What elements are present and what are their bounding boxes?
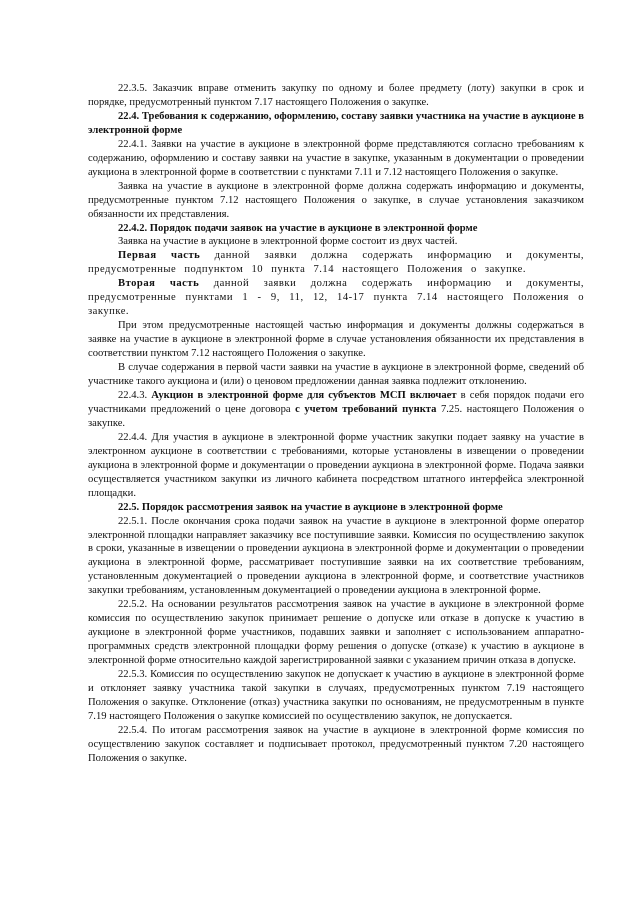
- paragraph-two-parts: Заявка на участие в аукционе в электронной форме состоит из двух частей.: [118, 236, 458, 248]
- paragraph-22-4-3: [88, 389, 584, 431]
- paragraph-22-5-3: 22.5.3. Комиссия по осуществлению закупок не допускает к участию в аукционе в электронной форме и отклоняет заявку участника такой закупки в случаях, предусмотренных пунктом 7.19 настоящего Положения о закупке. Отклонение (отказ) участника закупки по основаниям, не предусмотренным в пункте 7.19 настоящего Положения о закупке комиссией по осуществлению закупок, не допускается.: [88, 669, 584, 722]
- msp-auction-bold: Аукцион в электронной форме для субъектов МСП включает: [151, 389, 457, 401]
- first-part-text: данной заявки должна содержать информацию и документы, предусмотренные подпунктом 10 пункта 7.14 настоящего Положения о закупке.: [88, 250, 584, 276]
- paragraph-22-4-1: 22.4.1. Заявки на участие в аукционе в электронной форме представляются согласно требованиям к содержанию, оформлению и составу заявки на участие в закупке, указанным в документации о проведении аукциона в электронной форме в соответствии с пунктами 7.11 и 7.12 настоящего Положения о закупке.: [88, 138, 584, 178]
- clause-text-end: 7.25. настоящего Положения о закупке.: [88, 403, 584, 429]
- paragraph-application-content: Заявка на участие в аукционе в электронной форме должна содержать информацию и документы, предусмотренные пунктом 7.12 настоящего Положения о закупке, в случае установления заказчиком обязанности их представления.: [88, 180, 584, 220]
- paragraph-22-3-5: 22.3.5. Заказчик вправе отменить закупку по одному и более предмету (лоту) закупки в срок и порядке, предусмотренный пунктом 7.17 настоящего Положения о закупке.: [88, 83, 584, 108]
- requirements-bold: с учетом требований пункта: [295, 403, 437, 415]
- second-part-label: Вторая часть: [118, 278, 200, 290]
- document-page: [88, 82, 584, 766]
- heading-22-5: 22.5. Порядок рассмотрения заявок на участие в аукционе в электронной форме: [118, 501, 503, 513]
- paragraph-rejection: В случае содержания в первой части заявки на участие в аукционе в электронной форме, сведений об участнике такого аукциона и (или) о ценовом предложении данная заявка подлежит отклонению.: [88, 362, 584, 388]
- heading-22-4-2: 22.4.2. Порядок подачи заявок на участие в аукционе в электронной форме: [118, 222, 478, 234]
- paragraph-second-part: [88, 277, 584, 319]
- clause-number: 22.4.3.: [118, 389, 152, 401]
- paragraph-information-documents: При этом предусмотренные настоящей частью информация и документы должны содержаться в заявке на участие в аукционе в электронной форме в случае установления обязанности их представления в соответствии пунктом 7.12 настоящего Положения о закупке.: [88, 320, 584, 360]
- first-part-label: Первая часть: [118, 250, 201, 262]
- clause-text: в себя порядок подачи его участниками предложений о цене договора: [88, 389, 585, 415]
- paragraph-22-4-4: 22.4.4. Для участия в аукционе в электронной форме участник закупки подает заявку на участие в электронном аукционе в соответствии с требованиями, которые установлены в извещении о проведении аукциона в электронной форме и документации о проведении аукциона в электронной форме. Подача заявки осуществляется участником закупки из личного кабинета посредством штатного интерфейса электронной площадки.: [88, 431, 584, 499]
- paragraph-first-part: [88, 249, 584, 277]
- heading-22-4: 22.4. Требования к содержанию, оформлению, составу заявки участника на участие в аукционе в электронной форме: [88, 110, 584, 136]
- second-part-text: данной заявки должна содержать информацию и документы, предусмотренные пунктами 1 - 9, 11, 12, 14-17 пункта 7.14 настоящего Положения о закупке.: [88, 278, 584, 318]
- paragraph-22-5-4: 22.5.4. По итогам рассмотрения заявок на участие в аукционе в электронной форме комиссия по осуществлению закупок составляет и подписывает протокол, предусмотренный пунктом 7.20 настоящего Положения о закупке.: [88, 724, 584, 764]
- paragraph-22-5-1: 22.5.1. После окончания срока подачи заявок на участие в аукционе в электронной форме оператор электронной площадки направляет заказчику все поступившие заявки. Комиссия по осуществлению закупок в сроки, указанные в извещении о проведении аукциона в электронной форме и документации о проведении аукциона в электронной форме, рассматривает поступившие заявки на их соответствие требованиям, установленным документацией о проведении аукциона в электронной форме, и соответствие участников закупки требованиям, установленным документацией о проведении аукциона в электронной форме.: [88, 515, 584, 597]
- paragraph-22-5-2: 22.5.2. На основании результатов рассмотрения заявок на участие в аукционе в электронной форме комиссия по осуществлению закупок принимает решение о допуске или отказе в допуске к участию в аукционе в электронной форме участников, подавших заявки и заполняет с использованием аппаратно-программных средств электронной площадки форму решения о допуске (отказе) к участию в аукционе в электронной форме относительно каждой зарегистрированной заявки с указанием причин отказа в допуске.: [88, 599, 584, 667]
